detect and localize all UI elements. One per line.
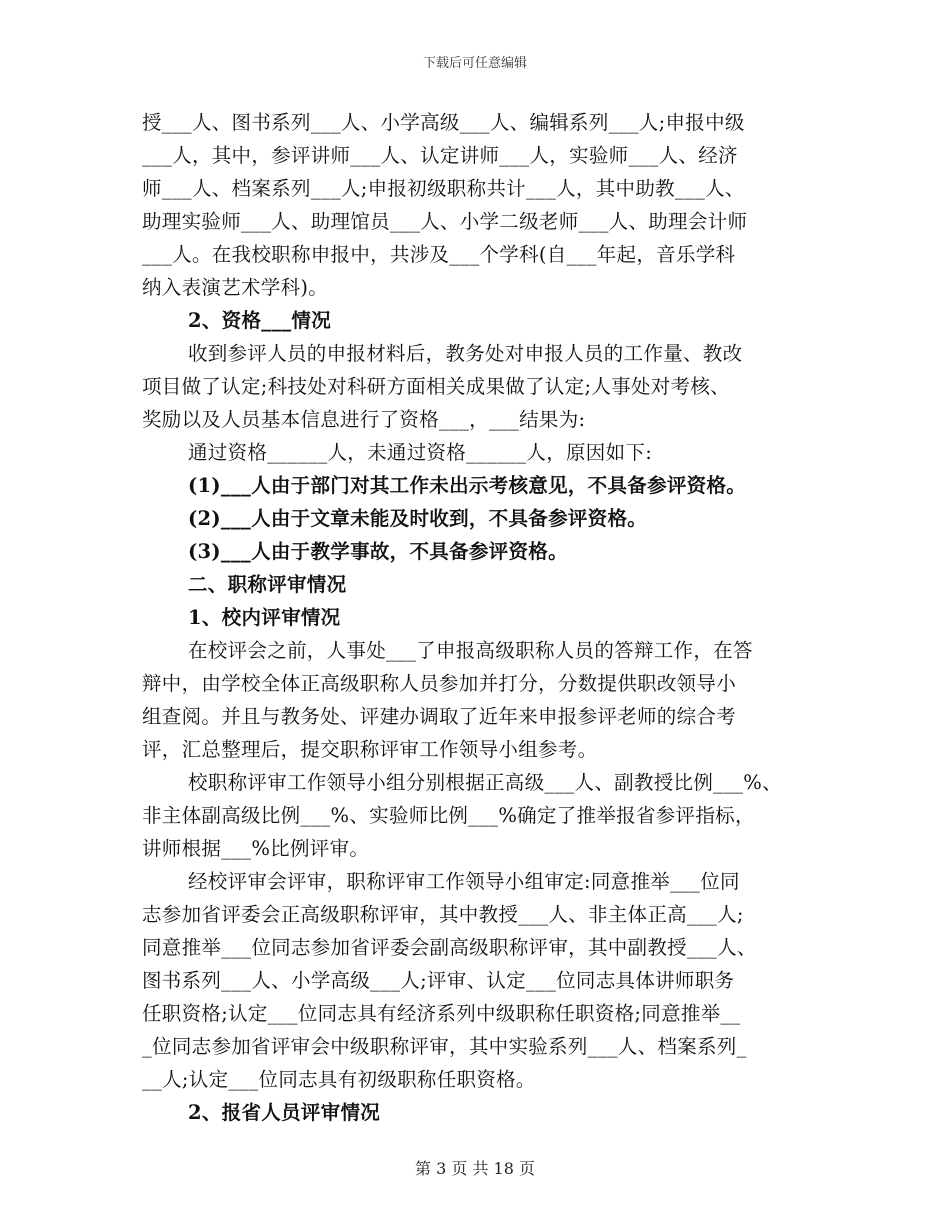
page-number: 第 3 页 共 18 页	[415, 1159, 535, 1178]
paragraph-start: 经校评审会评审，职称评审工作领导小组审定:同意推举___位同	[188, 870, 740, 893]
paragraph-start: 通过资格______人，未通过资格______人，原因如下:	[188, 441, 653, 464]
list-item: (2)___人由于文章未能及时收到，不具备参评资格。	[188, 507, 648, 530]
text-line: 图书系列___人、小学高级___人;评审、认定___位同志具体讲师职务	[142, 969, 735, 992]
text-line: 奖励以及人员基本信息进行了资格___，___结果为:	[142, 408, 586, 431]
text-line: ___人。在我校职称申报中，共涉及___个学科(自___年起，音乐学科	[142, 243, 736, 266]
text-line: 志参加省评委会正高级职称评审，其中教授___人、非主体正高___人;	[142, 903, 744, 926]
text-line: 讲师根据___%比例评审。	[142, 837, 370, 860]
text-line: 任职资格;认定___位同志具有经济系列中级职称任职资格;同意推举__	[142, 1002, 741, 1025]
text-line: 辩中，由学校全体正高级职称人员参加并打分，分数提供职改领导小	[142, 672, 737, 695]
header-note: 下载后可任意编辑	[422, 56, 527, 71]
text-line: 评，汇总整理后，提交职称评审工作领导小组参考。	[142, 738, 598, 761]
text-line: 项目做了认定;科技处对科研方面相关成果做了认定;人事处对考核、	[142, 375, 730, 398]
text-line: 组查阅。并且与教务处、评建办调取了近年来申报参评老师的综合考	[142, 705, 737, 728]
section-heading: 二、职称评审情况	[188, 573, 347, 596]
text-line: 授___人、图书系列___人、小学高级___人、编辑系列___人;申报中级	[142, 111, 745, 134]
paragraph-start: 校职称评审工作领导小组分别根据正高级___人、副教授比例___%、	[188, 771, 782, 794]
list-item: (3)___人由于教学事故，不具备参评资格。	[188, 540, 568, 563]
paragraph-start: 在校评会之前，人事处___了申报高级职称人员的答辩工作，在答	[188, 639, 753, 662]
section-heading: 2、报省人员评审情况	[188, 1101, 381, 1124]
list-item: (1)___人由于部门对其工作未出示考核意见，不具备参评资格。	[188, 474, 747, 497]
text-line: __人;认定___位同志具有初级职称任职资格。	[142, 1068, 536, 1091]
document-body	[142, 106, 822, 1129]
text-line: _位同志参加省评审会中级职称评审，其中实验系列___人、档案系列_	[142, 1035, 747, 1058]
text-line: 纳入表演艺术学科)。	[142, 276, 329, 299]
text-line: ___人，其中，参评讲师___人、认定讲师___人，实验师___人、经济	[142, 144, 738, 167]
text-line: 非主体副高级比例___%、实验师比例___%确定了推举报省参评指标，	[142, 804, 755, 827]
paragraph-start: 收到参评人员的申报材料后，教务处对申报人员的工作量、教改	[188, 342, 743, 365]
text-line: 助理实验师___人、助理馆员___人、小学二级老师___人、助理会计师	[142, 210, 748, 233]
section-heading: 1、校内评审情况	[188, 606, 341, 629]
section-heading: 2、资格___情况	[188, 309, 332, 332]
text-line: 师___人、档案系列___人;申报初级职称共计___人，其中助教___人、	[142, 177, 745, 200]
text-line: 同意推举___位同志参加省评委会副高级职称评审，其中副教授___人、	[142, 936, 757, 959]
